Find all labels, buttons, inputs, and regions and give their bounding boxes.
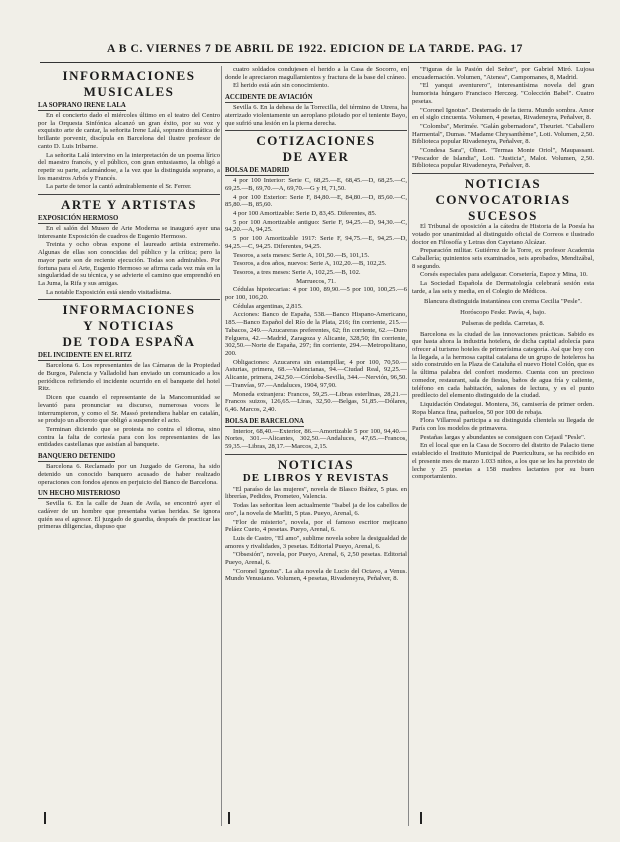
paragraph: La notable Exposición está siendo visitadísima. — [46, 288, 172, 296]
quote-line: 4 por 100 Interior: Serie C, 68,25.—E, 68,45.—D, 68,25.—C, 69,25.—B, 69,70.—A, 69,70.—G y H, 71,50. — [225, 177, 407, 192]
section-heading: NOTICIAS — [464, 176, 542, 192]
divider — [38, 299, 220, 300]
quote-line: Tesoros, a tres meses: Serie A, 102,25.—B, 102. — [233, 268, 361, 276]
paragraph: Sevilla 6. En la calle de Juan de Avila, se encontró ayer el cadáver de un hombre que presentaba varias heridas. Se ignora quién sea el agresor. El juzgado de guardia, después de practicar las primeras diligencias, dispuso que — [38, 500, 220, 531]
divider — [225, 130, 407, 131]
section-heading: DE TODA ESPAÑA — [62, 334, 196, 350]
paragraph: Barcelona es la ciudad de las innovaciones prácticas. Sabido es que hasta ahora la industria hotelera, de dicha capital adolecía para ofrecer al turismo hoteles de primerísima categoría. Así que hoy con la llegada, a la hermosa capital catalana de un grupo de hoteleros ha sido construido en la Plaza de Cataluña el nuevo Hotel Colón, que es la última palabra del confort moderno. Cuenta con un precioso comedor, restaurant, sala de fiestas, baños de agua fría y caliente, teléfono en cada habitación, salones de lectura, y es el punto predilecto del elemento distinguido de la ciudad. — [412, 330, 594, 400]
paragraph: "El yanqui aventurero", interesantísima novela del gran humorista húngaro Francisco Herczeg. "Colección Babel". Cuatro pesetas. — [412, 82, 594, 105]
paragraph: En el local que en la Casa de Socorro del distrito de Palacio tiene establecido el Instituto Municipal de Puericultura, se ha recibido en el presente mes de marzo 1.033 niños, a los que se les ha provisto de leche y 25 pesetas a 158 madres lactantes por su buen comportamiento. — [412, 442, 594, 481]
advert: Horóscopo Feskr. Pavía, 4, bajo. — [460, 309, 546, 317]
quote-line: Tesoros, a dos años, nuevos: Serie A, 102,20.—B, 102,25. — [233, 260, 387, 268]
scan-mark — [228, 812, 230, 824]
quote-line: Moneda extranjera: Francos, 59,25.—Libras esterlinas, 28,21.—Francos suizos, 126,65.—Liras, 32,50.—Belgas, 51,85.—Dólares, 6,46. Marcos, 2,40. — [225, 390, 407, 413]
paragraph: Pestañas largas y abundantes se consiguen con Cejasil "Pesle". — [420, 433, 586, 441]
column-2 — [225, 66, 407, 826]
paragraph: Todas las señoritas leen actualmente "Isabel ja de los cabellos de oro", la novela de Marlitt, 5 ptas. Pueyo, Arenal, 6. — [225, 502, 407, 517]
section-heading: DE LIBROS Y REVISTAS — [242, 471, 390, 484]
quote-line: Cédulas hipotecarias: 4 por 100, 89,90.—5 por 100, 100,25.—6 por 100, 106,20. — [225, 286, 407, 302]
paragraph: La parte de tenor la cantó admirablemente el Sr. Ferrer. — [46, 183, 192, 191]
section-heading: CONVOCATORIAS — [435, 192, 571, 208]
paragraph: Barcelona 6. Reclamado por un Juzgado de Gerona, ha sido detenido un conocido banquero acusado de haber realizado operaciones con fondos ajenos en perjuicio del Banco de Barcelona. — [38, 463, 220, 486]
quote-line: 4 por 100 Exterior: Serie F, 84,80.—E, 84,80.—D, 85,60.—C, 85,80.—B, 85,60. — [225, 193, 407, 209]
paragraph: El Tribunal de oposición a la cátedra de Historia de la Poesía ha votado por unanimidad al distinguido oficial de Correos e ilustrado doctor en Filosofía y Letras don Cayetano Alcázar. — [412, 223, 594, 246]
paragraph: cuatro soldados condujesen el herido a la Casa de Socorro, en donde le apreciaron magullamientos y fractura de la base del cráneo. — [225, 66, 407, 81]
section-heading: DE AYER — [282, 149, 350, 165]
paragraph: Luis de Castro, "El amo", sublime novela sobre la desigualdad de amores y rivalidades, 3 pesetas. Editorial Pueyo, Arenal, 6. — [225, 534, 407, 550]
quote-line: Tesoros, a seis meses: Serie A, 101,50.—B, 101,15. — [233, 251, 370, 259]
paragraph: Preparación militar. Gutiérrez de la Torre, ex profesor Academia Caballería; quinientos seis examinados, seis aprobados, Mendizábal, 8 segundo. — [412, 247, 594, 270]
paragraph: "Coronel Ignotus". La alta novela de Lucio del Octavo, a Venus. Mundo Venusiano. Volumen, 4 pesetas, Rivadeneyra, Peñalver, 8. — [225, 567, 407, 583]
section-heading: MUSICALES — [83, 84, 175, 99]
subheading: ACCIDENTE DE AVIACIÓN — [225, 94, 313, 102]
paragraph: Sevilla 6. En la dehesa de la Torrecilla, del término de Utrera, ha aterrizado violentamente un aeroplano pilotado por el teniente Bayo, que sufrió una lesión en la pierna derecha. — [225, 104, 407, 127]
subheading: BOLSA DE BARCELONA — [225, 417, 304, 425]
quote-line: 5 por 100 Amortizable antiguo: Serie F, 94,25.—D, 94,30.—C, 94,20.—A, 94,25. — [225, 218, 407, 234]
paragraph: "Colomba", Merimée. "Galán gobernadora", Theuriet. "Caballero Harmental", Dumas. "Madame Chrysanthème", Loti. Volumen, 2,50. Biblioteca popular Rivadeneyra, Peñalver, 8. — [412, 122, 594, 146]
paragraph: Dicen que cuando el representante de la Mancomunidad se levantó para pronunciar su discurso, numerosas voces le interrumpieron, y como el Sr. Massó pretendiera hablar en catalán, se produjo un alboroto que obligó a suspender el acto. — [38, 394, 220, 425]
column-1 — [38, 66, 220, 826]
scan-mark — [44, 812, 46, 824]
column-3 — [412, 66, 594, 826]
advert: Pulseras de pedida. Carretas, 8. — [461, 319, 545, 327]
subheading: LA SOPRANO IRENE LALA — [38, 102, 126, 109]
subheading: UN HECHO MISTERIOSO — [38, 490, 121, 498]
paragraph: "El paraíso de las mujeres", novela de Blasco Ibáñez, 5 ptas. en librerías, Pedidos, Prometeo, Valencia. — [225, 485, 407, 501]
paragraph: La señorita Lalá intervino en la interpretación de un poema lírico del maestro francés, y el público, con gran entusiasmo, la obligó a repetir su parte, aclamándose, a la vez que la distinguida soprano, a los maestros Arbós y Francés. — [38, 151, 220, 182]
subheading: EXPOSICIÓN HERMOSO — [38, 215, 119, 223]
quote-line: Cédulas argentinas, 2,815. — [233, 302, 303, 310]
paragraph: "Condesa Sara", Ohnet. "Termas Monte Oriol", Maupassant. "Pescador de Islandia", Loti. "Justicia", Malot. Volumen, 2,50. Biblioteca popular Rivadeneyra, Peñalver, 8. — [412, 147, 594, 170]
section-heading: Y NOTICIAS — [83, 318, 175, 334]
section-heading: SUCESOS — [468, 208, 538, 224]
paragraph: "Coronel Ignotus". Desterrado de la tierra. Mundo sombra. Amor en el siglo cincuenta. Volumen, 4 pesetas, Rivadeneyra, Peñalver, 8. — [412, 106, 594, 122]
section-heading: INFORMACIONES — [62, 68, 196, 83]
paragraph: Barcelona 6. Los representantes de las Cámaras de la Propiedad de Burgos, Palencia y Valladolid han enviado un comunicado a los periódicos refiriendo el incidente ocurrido en el banquete del hotel Ritz. — [38, 362, 220, 393]
divider — [225, 454, 407, 455]
paragraph: En el salón del Museo de Arte Moderna se inauguró ayer una interesante Exposición de cuadros de Eugenio Hermoso. — [38, 225, 220, 240]
paragraph: Liquidación Ondategui. Montera, 36, camisería de primer orden. Ropa blanca fina, pañuelos, 50 por 100 de rebaja. — [412, 400, 594, 416]
paragraph: Terminan diciendo que se protesta no contra el idioma, sino contra la falta de cortesía para con los representantes de las entidades castellanas que asistían al banquete. — [38, 425, 220, 449]
paragraph: "Figuras de la Pasión del Señor", por Gabriel Miró. Lujosa encuadernación. Volumen, "Atenea", Campomanes, 8, Madrid. — [412, 66, 594, 81]
paragraph: Flora Villarreal participa a su distinguida clientela su llegada de París con los modelos de primavera. — [412, 417, 594, 433]
paragraph: En el concierto dado el miércoles último en el teatro del Centro por la Orquesta Sinfónica alcanzó un gran éxito, por su voz y exquisito arte de cantar, la señorita Irene Lalá, soprano dramática de brillante porvenir, discípula en Barcelona del ilustre profesor de canto D. Luis Iribarne. — [38, 112, 220, 150]
paragraph: "Flor de misterio", novela, por el famoso escritor mejicano Peláez Cueto, 4 pesetas. Pueyo, Arenal, 6. — [225, 518, 407, 534]
paragraph: La Sociedad Española de Dermatología celebrará sesión esta tarde, a las seis y media, en el Colegio de Médicos. — [412, 280, 594, 295]
section-heading: INFORMACIONES — [62, 302, 196, 318]
divider — [412, 173, 594, 174]
advert: Blancura distinguida instantánea con crema Cecilia "Pesle". — [424, 298, 582, 306]
quote-line: 4 por 100 Amortizable: Serie D, 83,45. Diferentes, 85. — [233, 210, 377, 218]
quote-line: Marruecos, 71. — [296, 277, 336, 285]
paragraph: Treinta y ocho obras expone el laureado artista extremeño. Algunas de ellas son conocidas del público y la crítica; pero la mayor parte son de reciente ejecución. Todas son admirables. Por fortuna para el Arte, Eugenio Hermoso se afirma cada vez más en la singularidad de su técnica, y se advierte el camino que emprendió en La Juma, la Rifa y sus amigas. — [38, 241, 220, 287]
section-heading: ARTE Y ARTISTAS — [61, 197, 197, 213]
paragraph: Corsés especiales para adelgazar. Corsetería, Espoz y Mina, 10. — [420, 271, 588, 279]
column-divider — [408, 66, 409, 826]
quote-line: Acciones: Banco de España, 538.—Banco Hispano-Americano, 185.—Banco Español del Río de la Plata, 216; fin corriente, 215.—Tabacos, 249.—Azucareras preferentes, 62; fin corriente, 62.—Duro Felguera, 42.—Madrid, Zaragoza y Alicante, 328,50; fin corriente, 302,50.—Norte de España, 297; fin corriente, 294.—Metropolitano, 200. — [225, 311, 407, 357]
masthead: A B C. VIERNES 7 DE ABRIL DE 1922. EDICION DE LA TARDE. PAG. 17 — [107, 43, 523, 55]
subheading: DEL INCIDENTE EN EL RITZ — [38, 352, 132, 360]
section-heading: NOTICIAS — [277, 456, 355, 472]
divider — [38, 194, 220, 195]
column-divider — [221, 66, 222, 826]
paragraph: El herido está aún sin conocimiento. — [233, 82, 329, 90]
section-heading: COTIZACIONES — [256, 133, 376, 149]
quote-line: 5 por 100 Amortizable 1917: Serie F, 94,75.—E, 94,25.—D, 94,25.—C, 94,25. Diferentes, 94,25. — [225, 235, 407, 250]
masthead-rule — [40, 62, 590, 63]
paragraph: "Obsesión", novela, por Pueyo, Arenal, 6, 2,50 pesetas. Editorial Pueyo, Arenal, 6. — [225, 551, 407, 567]
quote-line: Interior, 68,40.—Exterior, 86.—Amortizable 5 por 100, 94,40.—Nortes, 301.—Alicantes, 302,50.—Andaluces, 47,65.—Francos, 59,35.—Libras, 28,17.—Marcos, 2,15. — [225, 427, 407, 451]
quote-line: Obligaciones: Azucarera sin estampillar, 4 por 100, 70,50.—Asturias, primera, 68.—Valencianas, 94.—Ciudad Real, 92,25.—Alicante, primera, 242,50.—Córdoba-Sevilla, 344.—Nervión, 96,50.—Tranvías, 97.—Andaluces, 1904, 97,90. — [225, 358, 407, 389]
subheading: BANQUERO DETENIDO — [38, 453, 116, 461]
subheading: BOLSA DE MADRID — [225, 167, 290, 175]
scan-mark — [420, 812, 422, 824]
